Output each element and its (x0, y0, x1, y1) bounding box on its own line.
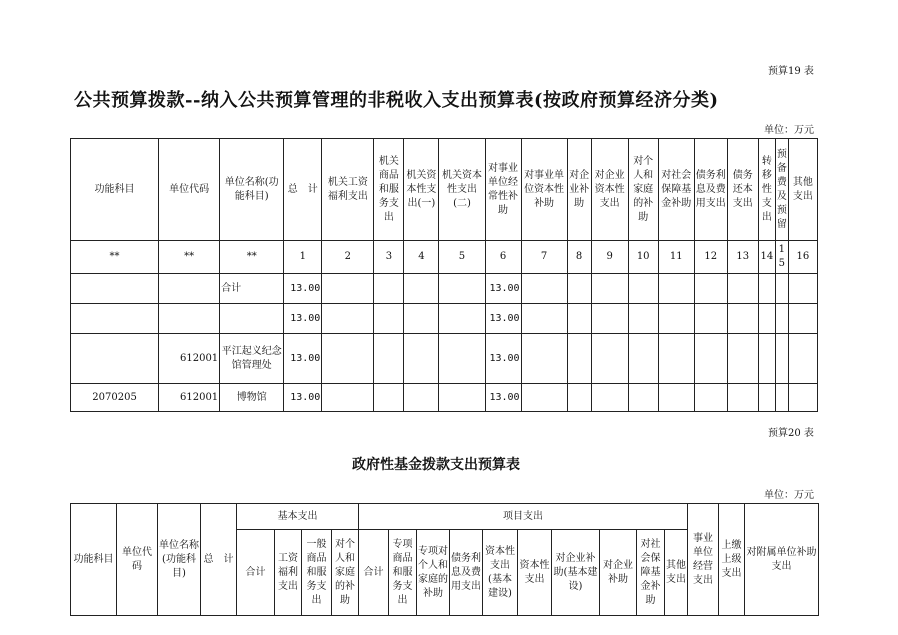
index-cell: 15 (775, 241, 788, 274)
header-sub: 对附属单位补助支出 (745, 504, 819, 616)
index-cell: ** (71, 241, 159, 274)
basic-sub-cell: 一般商品和服务支出 (302, 530, 332, 616)
header-cell: 转移性支出 (758, 139, 775, 241)
project-sub-cell: 债务利息及费用支出 (450, 530, 483, 616)
subsidy-cell: 13.00 (485, 304, 521, 334)
project-sub-cell: 对企业补助 (600, 530, 637, 616)
header-code: 单位代码 (117, 504, 158, 616)
subsidy-cell: 13.00 (485, 274, 521, 304)
header-cell: 单位名称(功能科目) (220, 139, 284, 241)
header-upper: 上缴上级支出 (719, 504, 745, 616)
table20-header-row1 (71, 504, 819, 530)
code-cell: 612001 (159, 334, 220, 384)
code-cell (159, 274, 220, 304)
func-cell (71, 334, 159, 384)
table-row (71, 334, 818, 384)
table19-tag: 预算19 表 (768, 66, 814, 77)
table19-title: 公共预算拨款--纳入公共预算管理的非税收入支出预算表(按政府预算经济分类) (74, 90, 719, 111)
header-total: 总 计 (201, 504, 237, 616)
header-cell: 对事业单位资本性补助 (521, 139, 567, 241)
total-cell: 13.00 (284, 304, 322, 334)
header-cell: 机关资本性支出(二) (439, 139, 485, 241)
index-cell: 3 (374, 241, 404, 274)
table-row (71, 384, 818, 412)
index-cell: 5 (439, 241, 485, 274)
index-cell: 1 (284, 241, 322, 274)
table20-unit: 单位：万元 (764, 490, 814, 501)
index-cell: 6 (485, 241, 521, 274)
header-cell: 单位代码 (159, 139, 220, 241)
header-cell: 机关资本性支出(一) (404, 139, 439, 241)
func-cell (71, 274, 159, 304)
index-cell: 11 (658, 241, 694, 274)
basic-sub-cell: 对个人和家庭的补助 (332, 530, 359, 616)
project-sub-cell: 对企业补助(基本建设) (552, 530, 600, 616)
project-sub-cell: 其他支出 (665, 530, 688, 616)
name-cell (220, 304, 284, 334)
header-basic: 基本支出 (237, 504, 359, 530)
header-cell: 预备费及预留 (775, 139, 788, 241)
basic-sub-cell: 合计 (237, 530, 275, 616)
header-cell: 债务利息及费用支出 (694, 139, 727, 241)
header-cell: 功能科目 (71, 139, 159, 241)
total-cell: 13.00 (284, 384, 322, 412)
basic-sub-cell: 工资福利支出 (275, 530, 302, 616)
header-cell: 机关商品和服务支出 (374, 139, 404, 241)
index-cell: 16 (788, 241, 817, 274)
name-cell: 博物馆 (220, 384, 284, 412)
project-sub-cell: 专项对个人和家庭的补助 (417, 530, 450, 616)
project-sub-cell: 对社会保障基金补助 (637, 530, 665, 616)
func-cell (71, 304, 159, 334)
table-row (71, 274, 818, 304)
subsidy-cell: 13.00 (485, 384, 521, 412)
func-cell: 2070205 (71, 384, 159, 412)
project-sub-cell: 合计 (359, 530, 389, 616)
table20 (70, 503, 819, 616)
header-cell: 债务还本支出 (727, 139, 758, 241)
index-cell: 2 (322, 241, 374, 274)
table20-title: 政府性基金拨款支出预算表 (352, 457, 520, 473)
index-cell: ** (159, 241, 220, 274)
total-cell: 13.00 (284, 334, 322, 384)
total-cell: 13.00 (284, 274, 322, 304)
header-name: 单位名称(功能科目) (158, 504, 201, 616)
code-cell (159, 304, 220, 334)
header-cell: 对事业单位经常性补助 (485, 139, 521, 241)
index-cell: ** (220, 241, 284, 274)
project-sub-cell: 资本性支出(基本建设) (483, 530, 518, 616)
header-cell: 对社会保障基金补助 (658, 139, 694, 241)
index-cell: 14 (758, 241, 775, 274)
table19 (70, 138, 818, 412)
table19-unit: 单位：万元 (764, 125, 814, 136)
header-cell: 对企业补助 (567, 139, 591, 241)
header-cell: 总 计 (284, 139, 322, 241)
table-row (71, 304, 818, 334)
name-cell: 合计 (220, 274, 284, 304)
header-cell: 对个人和家庭的补助 (628, 139, 658, 241)
index-cell: 13 (727, 241, 758, 274)
index-cell: 7 (521, 241, 567, 274)
header-project: 项目支出 (359, 504, 688, 530)
index-cell: 10 (628, 241, 658, 274)
header-cell: 机关工资福利支出 (322, 139, 374, 241)
header-cell: 对企业资本性支出 (591, 139, 628, 241)
index-cell: 12 (694, 241, 727, 274)
name-cell: 平江起义纪念馆管理处 (220, 334, 284, 384)
index-cell: 8 (567, 241, 591, 274)
project-sub-cell: 专项商品和服务支出 (389, 530, 417, 616)
code-cell: 612001 (159, 384, 220, 412)
index-cell: 9 (591, 241, 628, 274)
table19-header-row (71, 139, 818, 241)
project-sub-cell: 资本性支出 (518, 530, 552, 616)
header-biz: 事业单位经营支出 (688, 504, 719, 616)
index-cell: 4 (404, 241, 439, 274)
subsidy-cell: 13.00 (485, 334, 521, 384)
table19-index-row (71, 241, 818, 274)
header-cell: 其他支出 (788, 139, 817, 241)
table20-tag: 预算20 表 (768, 428, 814, 439)
header-func: 功能科目 (71, 504, 117, 616)
